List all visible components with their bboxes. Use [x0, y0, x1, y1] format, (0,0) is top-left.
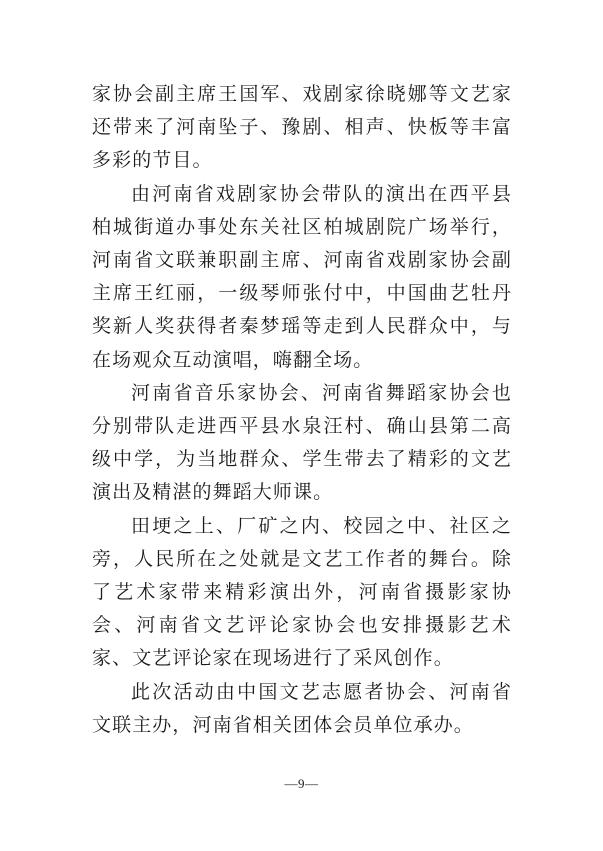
paragraph-5: 此次活动由中国文艺志愿者协会、河南省文联主办，河南省相关团体会员单位承办。 — [92, 680, 512, 736]
body-text — [92, 78, 512, 742]
page-number: —9— — [284, 776, 319, 791]
paragraph-1: 家协会副主席王国军、戏剧家徐晓娜等文艺家还带来了河南坠子、豫剧、相声、快板等丰富多彩的节目。 — [92, 83, 512, 172]
paragraph-2: 由河南省戏剧家协会带队的演出在西平县柏城街道办事处东关社区柏城剧院广场举行，河南省文联兼职副主席、河南省戏剧家协会副主席王红丽，一级琴师张付中，中国曲艺牡丹奖新人奖获得者秦梦瑶等走到人民群众中，与在场观众互动演唱，嗨翻全场。 — [92, 182, 512, 371]
paragraph-4: 田埂之上、厂矿之内、校园之中、社区之旁，人民所在之处就是文艺工作者的舞台。除了艺术家带来精彩演出外，河南省摄影家协会、河南省文艺评论家协会也安排摄影艺术家、文艺评论家在现场进行了采风创作。 — [92, 514, 512, 670]
paragraph-3: 河南省音乐家协会、河南省舞蹈家协会也分别带队走进西平县水泉汪村、确山县第二高级中学，为当地群众、学生带去了精彩的文艺演出及精湛的舞蹈大师课。 — [92, 381, 512, 504]
